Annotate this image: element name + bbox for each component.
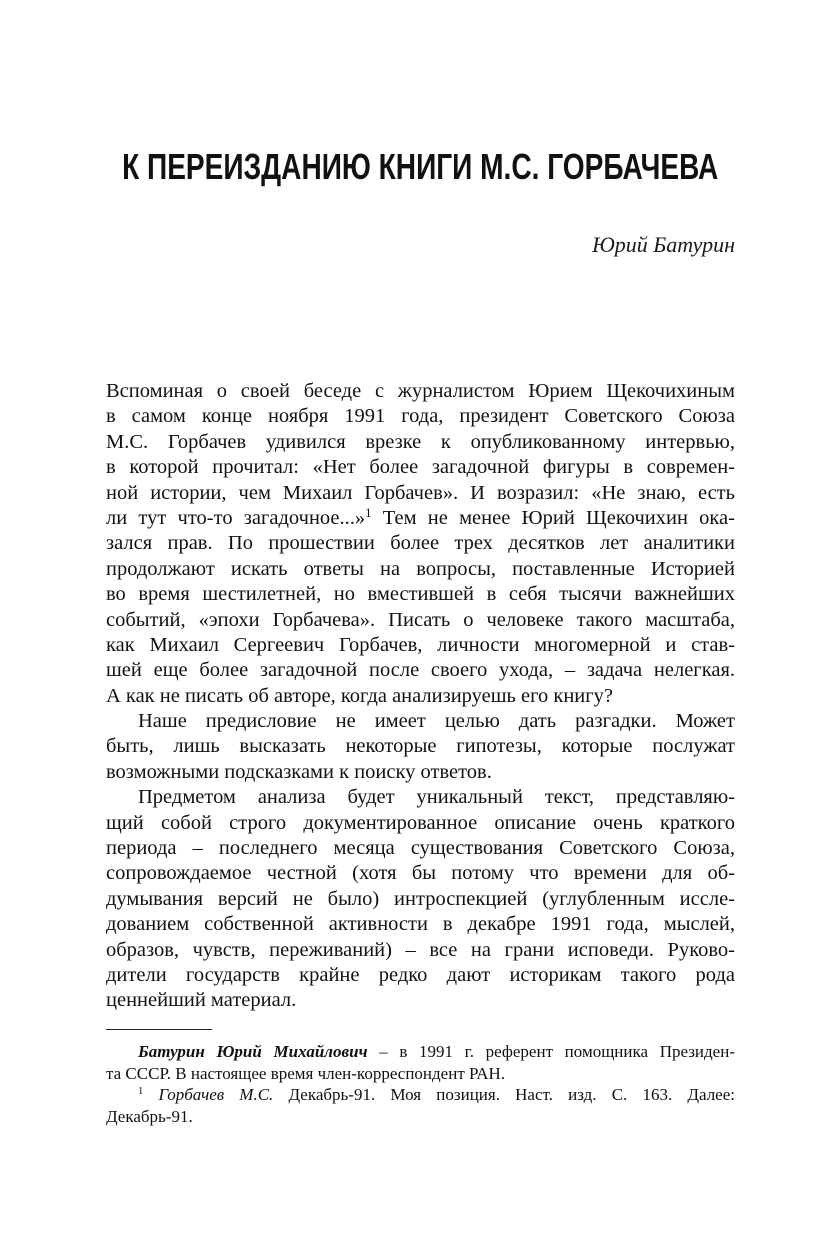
footnotes [106,1041,735,1127]
body-line: продолжают искать ответы на вопросы, поставленные Историей [106,557,735,580]
footnote [106,1084,735,1127]
footnote-divider [106,1029,212,1030]
text-segment: ли тут что-то загадочное...» [106,506,366,529]
paragraph [106,709,735,785]
italic-text: Горбачев М.С. [158,1085,274,1104]
body-line: как Михаил Сергеевич Горбачев, личности многомерной и став- [106,633,735,656]
body-line: ценнейший материал. [106,989,297,1012]
body-line: возможными подсказками к поиску ответов. [106,760,492,783]
text-segment: Тем не менее Юрий Щекочихин ока- [371,506,735,529]
body-line: думывания версий не было) интроспекцией (углубленным иссле- [106,887,735,910]
body-line: Вспоминая о своей беседе с журналистом Юрием Щекочихиным [106,380,735,402]
body-line: зался прав. По прошествии более трех десятков лет аналитики [106,532,735,555]
paragraph [106,379,735,709]
body-line: образов, чувств, переживаний) – все на грани исповеди. Руково- [106,938,735,961]
footnote-line [106,1041,735,1063]
footnote [106,1041,735,1084]
body-line: быть, лишь высказать некоторые гипотезы, которые послужат [106,735,735,758]
text-segment [143,1085,158,1104]
body-line: дованием собственной активности в декабре 1991 года, мыслей, [106,913,735,936]
body-line: Наше предисловие не имеет целью дать разгадки. Может [138,710,735,733]
paragraph [106,785,735,1014]
footnote-line: Декабрь-91. [106,1106,193,1126]
body-line: М.С. Горбачев удивился врезке к опубликованному интервью, [106,430,735,453]
body-line: щий собой строго документированное описание очень краткого [106,811,735,834]
footnote-ref: 1 [138,1086,144,1098]
body-line: в которой прочитал: «Нет более загадочной фигуры в современ- [106,456,735,479]
body-line: периода – последнего месяца существования Советского Союза, [106,837,735,860]
body-line: А как не писать об авторе, когда анализируешь его книгу? [106,684,614,707]
body-line: событий, «эпохи Горбачева». Писать о человеке такого масштаба, [106,608,735,631]
body-line: в самом конце ноября 1991 года, президент Советского Союза [106,405,735,428]
title-block [0,147,827,187]
body-line [106,506,735,531]
body-line: шей еще более загадочной после своего ухода, – задача нелегкая. [106,659,735,682]
body-line: дители государств крайне редко дают историкам такого рода [106,963,735,986]
footnote-line: та СССР. В настоящее время член-корреспондент РАН. [106,1063,506,1083]
emphasized-name: Батурин Юрий Михайлович [138,1042,368,1061]
body-line: Предметом анализа будет уникальный текст, представляю- [138,786,735,809]
footnote-line [106,1084,735,1106]
footnote-ref: 1 [365,505,372,520]
author-name: Юрий Батурин [592,232,735,257]
page-title: К ПЕРЕИЗДАНИЮ КНИГИ М.С. ГОРБАЧЕВА [122,146,719,187]
body-line: ной истории, чем Михаил Горбачев». И возразил: «Не знаю, есть [106,481,735,504]
body-line: во время шестилетней, но вместившей в себя тысячи важнейших [106,583,735,606]
body-text [106,379,735,1014]
text-segment: Декабрь-91. Моя позиция. Наст. изд. С. 163. Далее: [273,1085,735,1104]
text-segment: – в 1991 г. референт помощника Президен- [367,1042,735,1061]
body-line: сопровождаемое честной (хотя бы потому что времени для об- [106,862,735,885]
